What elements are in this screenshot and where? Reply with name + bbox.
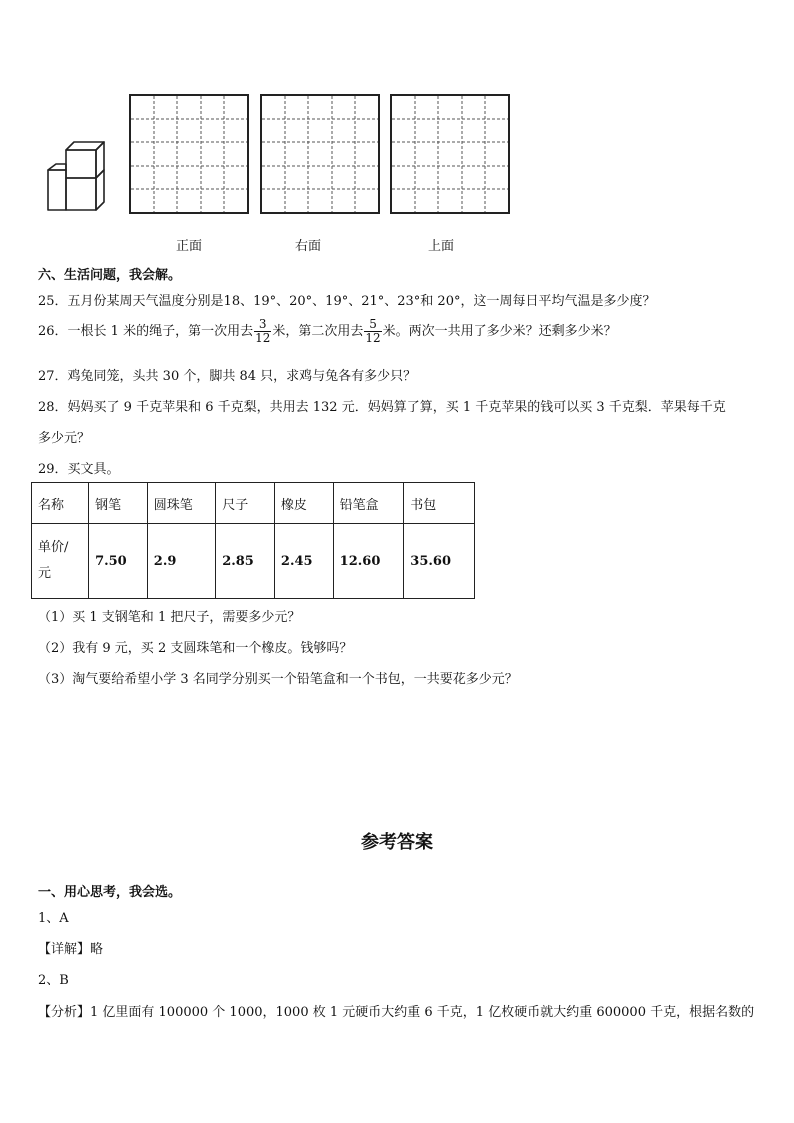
- grid-top: [390, 94, 510, 214]
- table-cell: 2.9: [147, 524, 215, 599]
- table-cell: 35.60: [404, 524, 475, 599]
- sub-question-2: （2）我有 9 元，买 2 支圆珠笔和一个橡皮。钱够吗？: [38, 641, 353, 656]
- table-cell: 尺子: [216, 483, 275, 524]
- table-row-label: [32, 524, 89, 599]
- table-header-row: [32, 483, 475, 524]
- grid-lines: [392, 96, 508, 212]
- table-cell: 2.85: [216, 524, 275, 599]
- table-cell: 2.45: [274, 524, 333, 599]
- question-28-line2: 多少元？: [38, 431, 91, 446]
- answers-title: 参考答案: [361, 832, 433, 853]
- question-27: 27．鸡兔同笼，头共 30 个，脚共 84 只，求鸡与兔各有多少只？: [38, 369, 417, 384]
- table-row: [32, 524, 475, 599]
- grid-front: [129, 94, 249, 214]
- row-label-line1: 单价/: [38, 540, 69, 555]
- grid-lines: [262, 96, 378, 212]
- table-cell: 圆珠笔: [147, 483, 215, 524]
- frac2-numerator: 5: [364, 318, 381, 332]
- table-cell: 书包: [404, 483, 475, 524]
- answer-2-analysis: 【分析】1 亿里面有 100000 个 1000，1000 枚 1 元硬币大约重 6 千克，1 亿枚硬币就大约重 600000 千克，根据名数的: [38, 1005, 755, 1020]
- fraction-3-12: [254, 318, 271, 345]
- answers-section1: 一、用心思考，我会选。: [38, 885, 182, 900]
- grid-right: [260, 94, 380, 214]
- frac2-denominator: 12: [365, 331, 381, 346]
- table-cell: 钢笔: [89, 483, 148, 524]
- sub-question-1: （1）买 1 支钢笔和 1 把尺子，需要多少元？: [38, 610, 301, 625]
- label-front-view: 正面: [176, 239, 203, 254]
- row-label-line2: 元: [38, 566, 52, 581]
- answer-1-detail: 【详解】略: [38, 942, 104, 957]
- label-top-view: 上面: [428, 239, 455, 254]
- table-cell: 7.50: [89, 524, 148, 599]
- table-cell: 名称: [32, 483, 89, 524]
- q26-mid: 米，第二次用去: [272, 324, 364, 340]
- q26-prefix: 26．一根长 1 米的绳子，第一次用去: [38, 324, 254, 340]
- answer-1: 1、A: [38, 911, 69, 926]
- cube-stack-figure: [44, 136, 118, 214]
- question-26: [38, 318, 617, 345]
- price-table: [31, 482, 475, 599]
- label-right-view: 右面: [295, 239, 322, 254]
- table-cell: 铅笔盒: [333, 483, 404, 524]
- table-cell: 12.60: [333, 524, 404, 599]
- table-cell: 橡皮: [274, 483, 333, 524]
- frac1-numerator: 3: [254, 318, 271, 332]
- question-28-line1: 28．妈妈买了 9 千克苹果和 6 千克梨，共用去 132 元．妈妈算了算，买 1 千克苹果的钱可以买 3 千克梨．苹果每千克: [38, 400, 726, 415]
- fraction-5-12: [364, 318, 381, 345]
- answer-2: 2、B: [38, 973, 69, 988]
- section6-heading: 六、生活问题，我会解。: [38, 268, 182, 283]
- question-29: 29．买文具。: [38, 462, 120, 477]
- question-25: 25．五月份某周天气温度分别是18、19°、20°、19°、21°、23°和 20°，这一周每日平均气温是多少度？: [38, 294, 656, 309]
- frac1-denominator: 12: [255, 331, 271, 346]
- sub-question-3: （3）淘气要给希望小学 3 名同学分别买一个铅笔盒和一个书包，一共要花多少元？: [38, 672, 518, 687]
- grid-lines: [131, 96, 247, 212]
- q26-suffix: 米。两次一共用了多少米？还剩多少米？: [382, 324, 617, 340]
